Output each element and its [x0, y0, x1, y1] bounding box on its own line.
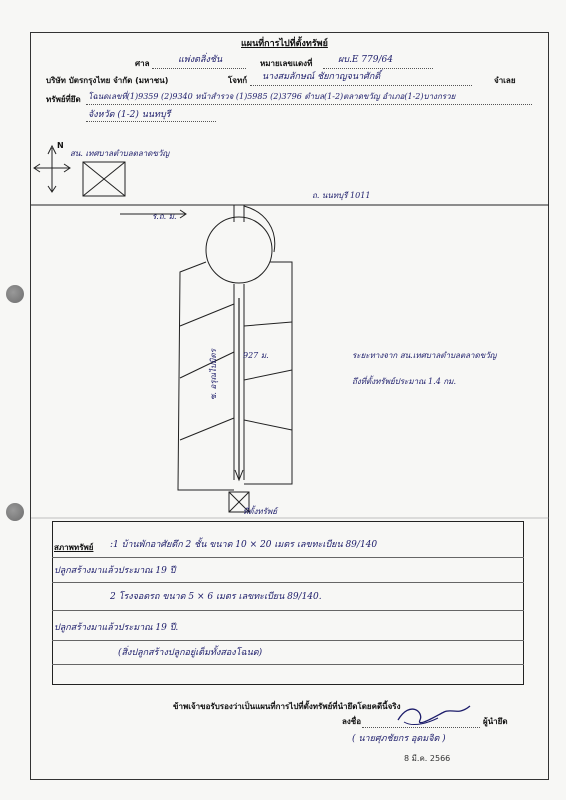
distance-note-line-2: ถึงที่ตั้งทรัพย์ประมาณ 1.4 กม. — [352, 377, 456, 386]
distance-note-line-1: ระยะทางจาก สน.เทศบาลตำบลตลาดขวัญ — [352, 351, 497, 360]
condition-line-2: ปลูกสร้างมาแล้วประมาณ 19 ปี — [54, 566, 176, 576]
condition-line-5: (สิ่งปลูกสร้างปลูกอยู่เต็มทั้งสองโฉนด) — [118, 648, 263, 658]
company-name: บริษัท บัตรกรุงไทย จำกัด (มหาชน) — [46, 76, 169, 85]
north-label: N — [57, 141, 64, 150]
condition-line-3: 2 โรงจอดรถ ขนาด 5 × 6 เมตร เลขทะเบียน 89/140. — [110, 592, 322, 602]
condition-line-4: ปลูกสร้างมาแล้วประมาณ 19 ปี. — [54, 623, 179, 633]
form-title: แผนที่การไปที่ตั้งทรัพย์ — [241, 39, 328, 49]
defendant-name: นางสมลักษณ์ ชัยกาญจนาศักดิ์ — [262, 72, 381, 82]
case-no-value: ผบ.E 779/64 — [338, 55, 393, 65]
condition-line-1: :1 บ้านพักอาศัยตึก 2 ชั้น ขนาด 10 × 20 เมตร เลขทะเบียน 89/140 — [110, 540, 378, 550]
condition-heading: สภาพทรัพย์ — [54, 543, 94, 552]
defendant-label: จำเลย — [494, 76, 516, 85]
case-no-label: หมายเลขแดงที่ — [260, 59, 313, 68]
property-marker-label: ที่ตั้งทรัพย์ — [243, 507, 277, 516]
road-arrow-label: ร.ถ. ม. — [152, 212, 177, 221]
property-line-2: จังหวัด (1-2) นนทบุรี — [88, 110, 171, 120]
property-line-1: โฉนดเลขที่(1)9359 (2)9340 หน้าสำรวจ (1)5985 (2)3796 ตำบล(1-2)ตลาดขวัญ อำเภอ(1-2)บางกรวย — [88, 92, 456, 101]
role-label: ผู้นำยึด — [483, 717, 508, 726]
sign-underline — [362, 727, 480, 728]
sign-label: ลงชื่อ — [342, 717, 362, 726]
certify-text: ข้าพเจ้าขอรับรองว่าเป็นแผนที่การไปที่ตั้งทรัพย์ที่นำยึดโดยคดีนี้จริง — [173, 702, 401, 711]
soi-label: ซ. อรุณไปมิตร — [209, 349, 218, 400]
distance-small-label: 927 ม. — [243, 351, 269, 360]
sign-date: 8 มี.ค. 2566 — [404, 754, 451, 763]
road-top-label: ถ. นนทบุรี 1011 — [312, 191, 371, 200]
court-value: แพ่งตลิ่งชัน — [178, 55, 223, 65]
court-label: ศาล — [135, 59, 150, 68]
plaintiff-label: โจทก์ — [228, 76, 248, 85]
landmark-label: สน. เทศบาลตำบลตลาดขวัญ — [70, 149, 170, 158]
property-label: ทรัพย์ที่ยึด — [46, 95, 81, 104]
signer-name: ( นายศุภชัยกร อุดมจิต ) — [352, 734, 446, 744]
